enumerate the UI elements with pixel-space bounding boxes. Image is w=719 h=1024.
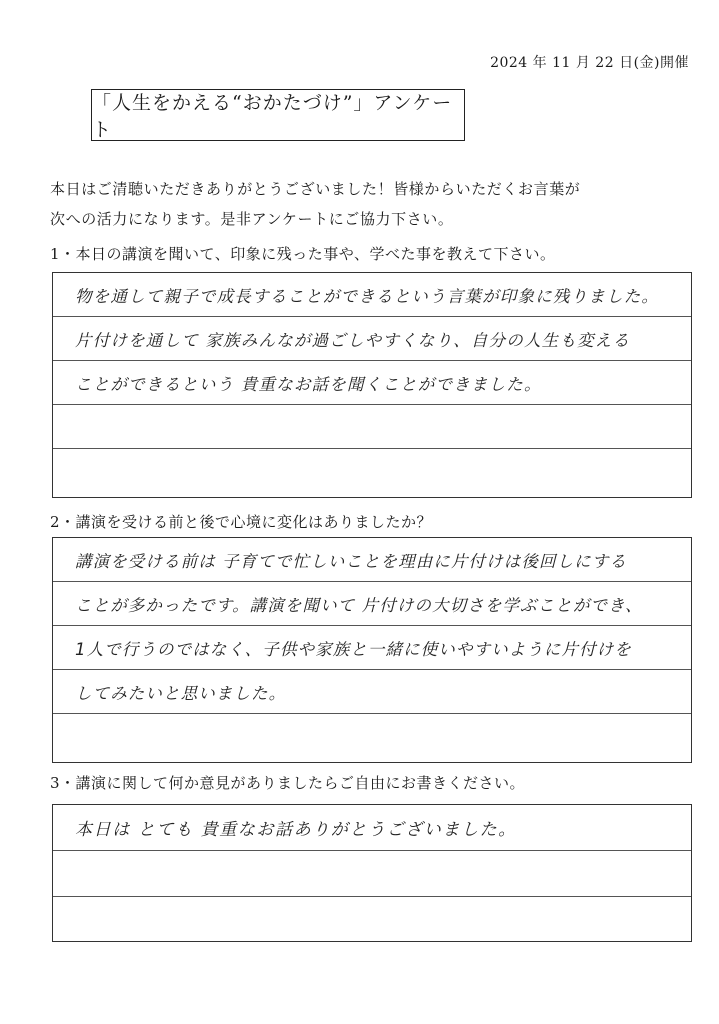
answer-1-line-4 (53, 405, 691, 449)
answer-box-1[interactable] (52, 272, 692, 498)
answer-2-line-3: 1人で行うのではなく、子供や家族と一緒に使いやすいように片付けを (53, 626, 691, 670)
answer-1-line-5 (53, 449, 691, 493)
answer-3-line-2 (53, 851, 691, 897)
question-3-label: 3・講演に関して何か意見がありましたらご自由にお書きください。 (50, 774, 526, 792)
answer-2-line-4: してみたいと思いました。 (53, 670, 691, 714)
event-date: 2024 年 11 月 22 日(金)開催 (490, 55, 689, 71)
answer-3-line-3 (53, 897, 691, 943)
survey-title-text: 「人生をかえる“おかたづけ”」アンケート (92, 92, 453, 141)
answer-2-line-1: 講演を受ける前は 子育てで忙しいことを理由に片付けは後回しにする (53, 538, 691, 582)
answer-box-2[interactable] (52, 537, 692, 763)
answer-2-line-5 (53, 714, 691, 758)
answer-1-line-3: ことができるという 貴重なお話を聞くことができました。 (53, 361, 691, 405)
answer-1-line-2: 片付けを通して 家族みんなが過ごしやすくなり、自分の人生も変える (53, 317, 691, 361)
survey-title (91, 89, 465, 141)
intro-line-1: 本日はご清聴いただきありがとうございました！皆様からいただくお言葉が (50, 180, 581, 198)
answer-box-3[interactable] (52, 804, 692, 942)
question-2-label: 2・講演を受ける前と後で心境に変化はありましたか？ (50, 513, 433, 531)
intro-text (50, 174, 690, 234)
answer-1-line-1: 物を通して親子で成長することができるという言葉が印象に残りました。 (53, 273, 691, 317)
question-1-label: 1・本日の講演を聞いて、印象に残った事や、学べた事を教えて下さい。 (50, 245, 556, 263)
answer-2-line-2: ことが多かったです。講演を聞いて 片付けの大切さを学ぶことができ、 (53, 582, 691, 626)
intro-line-2: 次への活力になります。是非アンケートにご協力下さい。 (50, 210, 454, 228)
answer-3-line-1: 本日は とても 貴重なお話ありがとうございました。 (53, 805, 691, 851)
